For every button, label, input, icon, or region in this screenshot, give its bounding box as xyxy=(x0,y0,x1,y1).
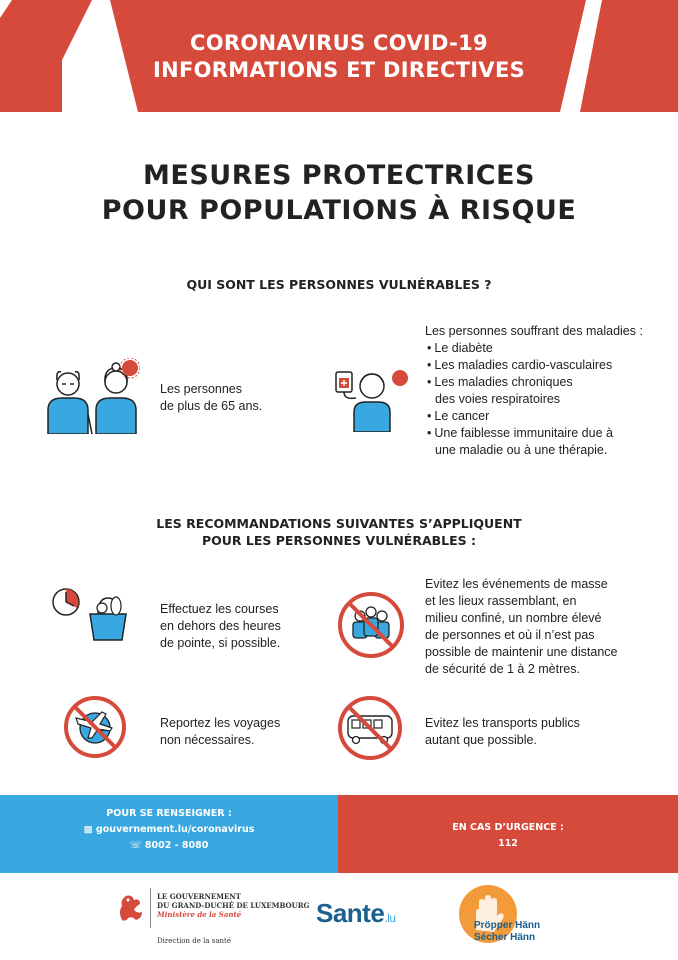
crowds-line-1: Evitez les événements de masse xyxy=(425,577,608,591)
page-title-line-2: POUR POPULATIONS À RISQUE xyxy=(101,195,577,226)
elderly-line-1: Les personnes xyxy=(160,382,243,396)
sante-logo-suffix: .lu xyxy=(384,911,396,925)
crowds-line-3: milieu confiné, un nombre élevé xyxy=(425,611,602,625)
info-block xyxy=(0,806,338,854)
phone-row[interactable] xyxy=(0,838,338,854)
illness-text xyxy=(425,323,670,459)
gov-sub-text: Direction de la santé xyxy=(157,937,231,945)
government-logo-text xyxy=(157,892,310,919)
transport-line-2: autant que possible. xyxy=(425,733,537,747)
travel-text xyxy=(160,715,280,749)
no-travel-icon xyxy=(62,694,128,760)
crowds-line-4: de personnes et où il n’est pas xyxy=(425,628,595,642)
recommendations-heading-line-1: LES RECOMMANDATIONS SUIVANTES S’APPLIQUENT xyxy=(156,516,522,531)
gov-line-2: DU GRAND-DUCHÉ DE LUXEMBOURG xyxy=(157,901,310,910)
travel-line-2: non nécessaires. xyxy=(160,733,255,747)
header-banner xyxy=(0,0,678,112)
shopping-line-1: Effectuez les courses xyxy=(160,602,279,616)
elderly-people-icon xyxy=(44,358,140,434)
gov-line-1: LE GOUVERNEMENT xyxy=(157,892,241,901)
computer-icon: ▩ xyxy=(83,824,96,835)
shopping-clock-icon xyxy=(50,586,134,642)
phone-number[interactable]: 8002 - 8080 xyxy=(144,840,209,851)
shopping-line-3: de pointe, si possible. xyxy=(160,636,281,650)
shopping-line-2: en dehors des heures xyxy=(160,619,281,633)
crowds-line-5: possible de maintenir une distance xyxy=(425,645,618,659)
elderly-text xyxy=(160,381,262,415)
travel-line-1: Reportez les voyages xyxy=(160,716,281,730)
emergency-label: EN CAS D’URGENCE : xyxy=(452,822,564,833)
header-title xyxy=(0,30,678,84)
no-public-transport-icon xyxy=(336,694,404,762)
website-row[interactable] xyxy=(0,822,338,838)
hands-line-2: Sécher Hänn xyxy=(474,932,536,943)
sante-logo xyxy=(316,898,396,929)
crowds-line-6: de sécurité de 1 à 2 mètres. xyxy=(425,662,580,676)
page-title-line-1: MESURES PROTECTRICES xyxy=(143,160,535,191)
luxembourg-lion-icon xyxy=(112,890,148,926)
sante-logo-main: Sante xyxy=(316,898,385,928)
no-crowds-icon xyxy=(336,590,406,660)
transport-text xyxy=(425,715,580,749)
crowds-text xyxy=(425,576,617,678)
header-line-2: INFORMATIONS ET DIRECTIVES xyxy=(152,58,526,82)
illness-intro: Les personnes souffrant des maladies : xyxy=(425,324,643,338)
illness-item: • Les maladies chroniques des voies respiratoires xyxy=(425,374,590,408)
illness-list xyxy=(425,340,670,459)
crowds-line-2: et les lieux rassemblant, en xyxy=(425,594,577,608)
gov-line-3: Ministère de la Santé xyxy=(157,910,242,919)
logo-divider xyxy=(150,888,151,928)
illness-item: • Les maladies cardio-vasculaires xyxy=(425,357,670,374)
transport-line-1: Evitez les transports publics xyxy=(425,716,580,730)
recommendations-heading xyxy=(0,515,678,549)
info-label: POUR SE RENSEIGNER : xyxy=(106,808,232,819)
emergency-block xyxy=(338,820,678,852)
emergency-number[interactable]: 112 xyxy=(498,838,518,849)
elderly-line-2: de plus de 65 ans. xyxy=(160,399,263,413)
shopping-text xyxy=(160,601,281,652)
sick-person-icon xyxy=(334,366,410,432)
website-link[interactable]: gouvernement.lu/coronavirus xyxy=(95,824,255,835)
hands-logo-text xyxy=(474,920,540,944)
illness-item: • Le cancer xyxy=(425,408,670,425)
page-title xyxy=(0,158,678,228)
recommendations-heading-line-2: POUR LES PERSONNES VULNÉRABLES : xyxy=(201,533,477,548)
header-line-1: CORONAVIRUS COVID-19 xyxy=(190,31,488,55)
vulnerable-heading: QUI SONT LES PERSONNES VULNÉRABLES ? xyxy=(186,277,492,292)
phone-icon: ☏ xyxy=(129,840,145,851)
illness-item: • Une faiblesse immunitaire due à une maladie ou à une thérapie. xyxy=(425,425,630,459)
illness-item: • Le diabète xyxy=(425,340,670,357)
hands-line-1: Pröpper Hänn xyxy=(474,920,541,931)
